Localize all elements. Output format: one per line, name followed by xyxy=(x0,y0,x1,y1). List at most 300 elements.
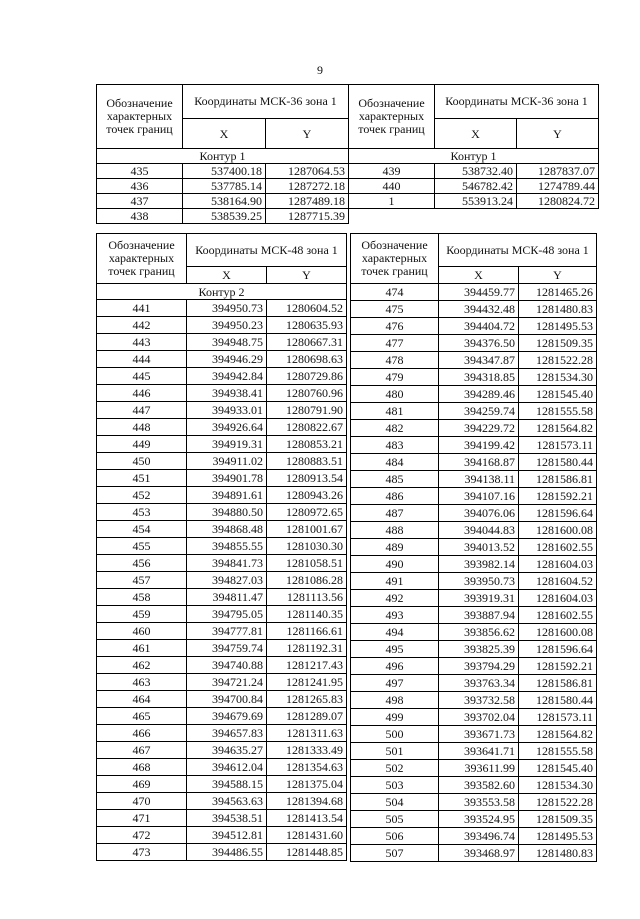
point-number-cell: 494 xyxy=(351,624,439,641)
x-coordinate-cell: 393702.04 xyxy=(439,709,519,726)
point-number-cell: 507 xyxy=(351,845,439,862)
point-number-cell: 444 xyxy=(97,351,187,368)
table-row xyxy=(97,640,347,657)
header-y: Y xyxy=(519,267,597,284)
header-x: X xyxy=(187,267,267,284)
y-coordinate-cell: 1281265.83 xyxy=(267,691,347,708)
point-number-cell: 452 xyxy=(97,487,187,504)
table-row xyxy=(97,691,347,708)
point-number-cell: 471 xyxy=(97,810,187,827)
point-number-cell: 463 xyxy=(97,674,187,691)
y-coordinate-cell: 1281394.68 xyxy=(267,793,347,810)
table-row xyxy=(97,209,349,224)
table-row xyxy=(97,725,347,742)
table-row xyxy=(97,538,347,555)
table-row xyxy=(351,539,597,556)
point-number-cell: 456 xyxy=(97,555,187,572)
x-coordinate-cell: 394044.83 xyxy=(439,522,519,539)
point-number-cell: 460 xyxy=(97,623,187,640)
point-number-cell: 506 xyxy=(351,828,439,845)
table-row xyxy=(351,556,597,573)
msk36-table-right xyxy=(348,84,599,209)
msk36-table-left xyxy=(96,84,349,224)
table-row xyxy=(351,471,597,488)
x-coordinate-cell: 394950.73 xyxy=(187,300,267,317)
table-row xyxy=(349,164,599,179)
point-number-cell: 436 xyxy=(97,179,183,194)
y-coordinate-cell: 1274789.44 xyxy=(517,179,599,194)
point-number-cell: 500 xyxy=(351,726,439,743)
y-coordinate-cell: 1281534.30 xyxy=(519,777,597,794)
y-coordinate-cell: 1280698.63 xyxy=(267,351,347,368)
table-row xyxy=(351,386,597,403)
header-coordinates: Координаты МСК-48 зона 1 xyxy=(439,234,597,267)
table-row xyxy=(97,742,347,759)
x-coordinate-cell: 538164.90 xyxy=(183,194,266,209)
table-row xyxy=(351,352,597,369)
point-number-cell: 487 xyxy=(351,505,439,522)
point-number-cell: 457 xyxy=(97,572,187,589)
table-row xyxy=(97,555,347,572)
point-number-cell: 445 xyxy=(97,368,187,385)
y-coordinate-cell: 1281604.03 xyxy=(519,590,597,607)
y-coordinate-cell: 1281600.08 xyxy=(519,522,597,539)
table-row xyxy=(97,776,347,793)
x-coordinate-cell: 394588.15 xyxy=(187,776,267,793)
x-coordinate-cell: 394679.69 xyxy=(187,708,267,725)
x-coordinate-cell: 393582.60 xyxy=(439,777,519,794)
x-coordinate-cell: 393641.71 xyxy=(439,743,519,760)
x-coordinate-cell: 394138.11 xyxy=(439,471,519,488)
x-coordinate-cell: 394347.87 xyxy=(439,352,519,369)
point-number-cell: 454 xyxy=(97,521,187,538)
y-coordinate-cell: 1281573.11 xyxy=(519,437,597,454)
table-row xyxy=(97,300,347,317)
y-coordinate-cell: 1281596.64 xyxy=(519,505,597,522)
table-row xyxy=(351,845,597,862)
point-number-cell: 458 xyxy=(97,589,187,606)
y-coordinate-cell: 1281509.35 xyxy=(519,335,597,352)
x-coordinate-cell: 393524.95 xyxy=(439,811,519,828)
y-coordinate-cell: 1281509.35 xyxy=(519,811,597,828)
table-row xyxy=(97,589,347,606)
x-coordinate-cell: 394759.74 xyxy=(187,640,267,657)
x-coordinate-cell: 394404.72 xyxy=(439,318,519,335)
y-coordinate-cell: 1281058.51 xyxy=(267,555,347,572)
y-coordinate-cell: 1281522.28 xyxy=(519,352,597,369)
y-coordinate-cell: 1281333.49 xyxy=(267,742,347,759)
x-coordinate-cell: 393553.58 xyxy=(439,794,519,811)
point-number-cell: 466 xyxy=(97,725,187,742)
y-coordinate-cell: 1281413.54 xyxy=(267,810,347,827)
point-number-cell: 479 xyxy=(351,369,439,386)
y-coordinate-cell: 1281586.81 xyxy=(519,471,597,488)
table-row xyxy=(97,179,349,194)
table-row xyxy=(97,164,349,179)
x-coordinate-cell: 394919.31 xyxy=(187,436,267,453)
y-coordinate-cell: 1281580.44 xyxy=(519,692,597,709)
y-coordinate-cell: 1281592.21 xyxy=(519,658,597,675)
point-number-cell: 464 xyxy=(97,691,187,708)
y-coordinate-cell: 1281465.26 xyxy=(519,284,597,301)
table-row xyxy=(351,743,597,760)
point-number-cell: 490 xyxy=(351,556,439,573)
y-coordinate-cell: 1281573.11 xyxy=(519,709,597,726)
y-coordinate-cell: 1281545.40 xyxy=(519,386,597,403)
y-coordinate-cell: 1281604.03 xyxy=(519,556,597,573)
y-coordinate-cell: 1281217.43 xyxy=(267,657,347,674)
y-coordinate-cell: 1281602.55 xyxy=(519,539,597,556)
table-row xyxy=(351,522,597,539)
x-coordinate-cell: 394538.51 xyxy=(187,810,267,827)
table-row xyxy=(351,641,597,658)
x-coordinate-cell: 394199.42 xyxy=(439,437,519,454)
point-number-cell: 462 xyxy=(97,657,187,674)
point-number-cell: 448 xyxy=(97,419,187,436)
table-row xyxy=(97,793,347,810)
point-number-cell: 492 xyxy=(351,590,439,607)
x-coordinate-cell: 394168.87 xyxy=(439,454,519,471)
y-coordinate-cell: 1280667.31 xyxy=(267,334,347,351)
x-coordinate-cell: 394880.50 xyxy=(187,504,267,521)
x-coordinate-cell: 553913.24 xyxy=(435,194,517,209)
y-coordinate-cell: 1281354.63 xyxy=(267,759,347,776)
table-row xyxy=(351,369,597,386)
y-coordinate-cell: 1281166.61 xyxy=(267,623,347,640)
table-row xyxy=(351,675,597,692)
contour-label: Контур 2 xyxy=(97,284,347,300)
point-number-cell: 450 xyxy=(97,453,187,470)
table-row xyxy=(97,385,347,402)
table-row xyxy=(97,194,349,209)
y-coordinate-cell: 1281602.55 xyxy=(519,607,597,624)
x-coordinate-cell: 394376.50 xyxy=(439,335,519,352)
table-row xyxy=(351,794,597,811)
table-row xyxy=(351,420,597,437)
header-x: X xyxy=(439,267,519,284)
x-coordinate-cell: 393794.29 xyxy=(439,658,519,675)
x-coordinate-cell: 394740.88 xyxy=(187,657,267,674)
x-coordinate-cell: 393919.31 xyxy=(439,590,519,607)
x-coordinate-cell: 393763.34 xyxy=(439,675,519,692)
header-coordinates: Координаты МСК-36 зона 1 xyxy=(435,85,599,119)
point-number-cell: 446 xyxy=(97,385,187,402)
point-number-cell: 486 xyxy=(351,488,439,505)
x-coordinate-cell: 394076.06 xyxy=(439,505,519,522)
y-coordinate-cell: 1281495.53 xyxy=(519,318,597,335)
table-row xyxy=(351,658,597,675)
header-designation: Обозначение характерных точек границ xyxy=(97,85,183,149)
y-coordinate-cell: 1281113.56 xyxy=(267,589,347,606)
y-coordinate-cell: 1281448.85 xyxy=(267,844,347,861)
point-number-cell: 499 xyxy=(351,709,439,726)
x-coordinate-cell: 393982.14 xyxy=(439,556,519,573)
x-coordinate-cell: 394926.64 xyxy=(187,419,267,436)
x-coordinate-cell: 394612.04 xyxy=(187,759,267,776)
y-coordinate-cell: 1287837.07 xyxy=(517,164,599,179)
x-coordinate-cell: 393671.73 xyxy=(439,726,519,743)
table-row xyxy=(97,623,347,640)
x-coordinate-cell: 394259.74 xyxy=(439,403,519,420)
table-row xyxy=(97,521,347,538)
table-row xyxy=(351,573,597,590)
point-number-cell: 1 xyxy=(349,194,435,209)
table-row xyxy=(351,284,597,301)
table-row xyxy=(351,454,597,471)
table-row xyxy=(351,590,597,607)
point-number-cell: 441 xyxy=(97,300,187,317)
x-coordinate-cell: 538732.40 xyxy=(435,164,517,179)
y-coordinate-cell: 1281001.67 xyxy=(267,521,347,538)
x-coordinate-cell: 394229.72 xyxy=(439,420,519,437)
point-number-cell: 447 xyxy=(97,402,187,419)
y-coordinate-cell: 1280883.51 xyxy=(267,453,347,470)
x-coordinate-cell: 394891.61 xyxy=(187,487,267,504)
y-coordinate-cell: 1281534.30 xyxy=(519,369,597,386)
point-number-cell: 440 xyxy=(349,179,435,194)
point-number-cell: 497 xyxy=(351,675,439,692)
y-coordinate-cell: 1280791.90 xyxy=(267,402,347,419)
x-coordinate-cell: 546782.42 xyxy=(435,179,517,194)
x-coordinate-cell: 394948.75 xyxy=(187,334,267,351)
x-coordinate-cell: 394901.78 xyxy=(187,470,267,487)
point-number-cell: 496 xyxy=(351,658,439,675)
contour-label: Контур 1 xyxy=(349,149,599,164)
header-y: Y xyxy=(517,119,599,149)
point-number-cell: 455 xyxy=(97,538,187,555)
y-coordinate-cell: 1281495.53 xyxy=(519,828,597,845)
x-coordinate-cell: 393887.94 xyxy=(439,607,519,624)
point-number-cell: 469 xyxy=(97,776,187,793)
x-coordinate-cell: 394827.03 xyxy=(187,572,267,589)
x-coordinate-cell: 394795.05 xyxy=(187,606,267,623)
header-designation: Обозначение характерных точек границ xyxy=(97,234,187,284)
table-row xyxy=(97,657,347,674)
point-number-cell: 482 xyxy=(351,420,439,437)
table-row xyxy=(349,179,599,194)
header-coordinates: Координаты МСК-48 зона 1 xyxy=(187,234,347,267)
y-coordinate-cell: 1281596.64 xyxy=(519,641,597,658)
y-coordinate-cell: 1281140.35 xyxy=(267,606,347,623)
x-coordinate-cell: 394855.55 xyxy=(187,538,267,555)
y-coordinate-cell: 1281480.83 xyxy=(519,845,597,862)
table-row xyxy=(97,351,347,368)
x-coordinate-cell: 394946.29 xyxy=(187,351,267,368)
y-coordinate-cell: 1281592.21 xyxy=(519,488,597,505)
x-coordinate-cell: 538539.25 xyxy=(183,209,266,224)
point-number-cell: 505 xyxy=(351,811,439,828)
point-number-cell: 481 xyxy=(351,403,439,420)
point-number-cell: 475 xyxy=(351,301,439,318)
table-row xyxy=(351,760,597,777)
page-number: 9 xyxy=(317,63,323,77)
x-coordinate-cell: 394512.81 xyxy=(187,827,267,844)
point-number-cell: 495 xyxy=(351,641,439,658)
point-number-cell: 478 xyxy=(351,352,439,369)
y-coordinate-cell: 1287715.39 xyxy=(266,209,349,224)
point-number-cell: 504 xyxy=(351,794,439,811)
x-coordinate-cell: 393825.39 xyxy=(439,641,519,658)
point-number-cell: 465 xyxy=(97,708,187,725)
table-row xyxy=(97,419,347,436)
point-number-cell: 453 xyxy=(97,504,187,521)
table-row xyxy=(97,674,347,691)
table-row xyxy=(97,810,347,827)
point-number-cell: 501 xyxy=(351,743,439,760)
table-row xyxy=(351,777,597,794)
x-coordinate-cell: 393732.58 xyxy=(439,692,519,709)
table-row xyxy=(351,726,597,743)
table-row xyxy=(351,318,597,335)
table-row xyxy=(351,505,597,522)
table-row xyxy=(97,708,347,725)
x-coordinate-cell: 394013.52 xyxy=(439,539,519,556)
y-coordinate-cell: 1280635.93 xyxy=(267,317,347,334)
y-coordinate-cell: 1280822.67 xyxy=(267,419,347,436)
point-number-cell: 442 xyxy=(97,317,187,334)
x-coordinate-cell: 394938.41 xyxy=(187,385,267,402)
y-coordinate-cell: 1281586.81 xyxy=(519,675,597,692)
header-y: Y xyxy=(267,267,347,284)
point-number-cell: 489 xyxy=(351,539,439,556)
x-coordinate-cell: 394289.46 xyxy=(439,386,519,403)
y-coordinate-cell: 1281241.95 xyxy=(267,674,347,691)
y-coordinate-cell: 1281555.58 xyxy=(519,743,597,760)
x-coordinate-cell: 537785.14 xyxy=(183,179,266,194)
x-coordinate-cell: 393856.62 xyxy=(439,624,519,641)
x-coordinate-cell: 394657.83 xyxy=(187,725,267,742)
point-number-cell: 443 xyxy=(97,334,187,351)
point-number-cell: 438 xyxy=(97,209,183,224)
table-row xyxy=(97,470,347,487)
x-coordinate-cell: 393468.97 xyxy=(439,845,519,862)
point-number-cell: 473 xyxy=(97,844,187,861)
x-coordinate-cell: 394486.55 xyxy=(187,844,267,861)
table-row xyxy=(97,504,347,521)
contour-label: Контур 1 xyxy=(97,149,349,164)
x-coordinate-cell: 394942.84 xyxy=(187,368,267,385)
table-row xyxy=(351,709,597,726)
x-coordinate-cell: 394432.48 xyxy=(439,301,519,318)
x-coordinate-cell: 394721.24 xyxy=(187,674,267,691)
x-coordinate-cell: 394841.73 xyxy=(187,555,267,572)
point-number-cell: 488 xyxy=(351,522,439,539)
table-row xyxy=(351,811,597,828)
table-row xyxy=(97,572,347,589)
table-row xyxy=(351,335,597,352)
x-coordinate-cell: 537400.18 xyxy=(183,164,266,179)
y-coordinate-cell: 1281564.82 xyxy=(519,726,597,743)
point-number-cell: 485 xyxy=(351,471,439,488)
point-number-cell: 477 xyxy=(351,335,439,352)
y-coordinate-cell: 1280729.86 xyxy=(267,368,347,385)
header-designation: Обозначение характерных точек границ xyxy=(349,85,435,149)
y-coordinate-cell: 1281580.44 xyxy=(519,454,597,471)
table-row xyxy=(351,828,597,845)
y-coordinate-cell: 1281030.30 xyxy=(267,538,347,555)
y-coordinate-cell: 1287272.18 xyxy=(266,179,349,194)
point-number-cell: 491 xyxy=(351,573,439,590)
table-row xyxy=(97,402,347,419)
y-coordinate-cell: 1281311.63 xyxy=(267,725,347,742)
table-row xyxy=(97,453,347,470)
point-number-cell: 467 xyxy=(97,742,187,759)
y-coordinate-cell: 1281555.58 xyxy=(519,403,597,420)
header-x: X xyxy=(435,119,517,149)
point-number-cell: 459 xyxy=(97,606,187,623)
msk48-table-left xyxy=(96,233,347,861)
x-coordinate-cell: 394700.84 xyxy=(187,691,267,708)
y-coordinate-cell: 1280913.54 xyxy=(267,470,347,487)
table-row xyxy=(97,487,347,504)
x-coordinate-cell: 394950.23 xyxy=(187,317,267,334)
table-row xyxy=(97,759,347,776)
y-coordinate-cell: 1281545.40 xyxy=(519,760,597,777)
y-coordinate-cell: 1280853.21 xyxy=(267,436,347,453)
x-coordinate-cell: 394811.47 xyxy=(187,589,267,606)
point-number-cell: 437 xyxy=(97,194,183,209)
table-row xyxy=(351,607,597,624)
x-coordinate-cell: 393496.74 xyxy=(439,828,519,845)
table-row xyxy=(351,488,597,505)
table-row xyxy=(351,437,597,454)
point-number-cell: 502 xyxy=(351,760,439,777)
y-coordinate-cell: 1287064.53 xyxy=(266,164,349,179)
point-number-cell: 480 xyxy=(351,386,439,403)
point-number-cell: 476 xyxy=(351,318,439,335)
x-coordinate-cell: 394318.85 xyxy=(439,369,519,386)
y-coordinate-cell: 1280760.96 xyxy=(267,385,347,402)
y-coordinate-cell: 1281604.52 xyxy=(519,573,597,590)
x-coordinate-cell: 394459.77 xyxy=(439,284,519,301)
point-number-cell: 498 xyxy=(351,692,439,709)
y-coordinate-cell: 1280972.65 xyxy=(267,504,347,521)
y-coordinate-cell: 1281480.83 xyxy=(519,301,597,318)
point-number-cell: 451 xyxy=(97,470,187,487)
point-number-cell: 493 xyxy=(351,607,439,624)
table-row xyxy=(349,194,599,209)
table-row xyxy=(97,844,347,861)
y-coordinate-cell: 1281289.07 xyxy=(267,708,347,725)
x-coordinate-cell: 394868.48 xyxy=(187,521,267,538)
point-number-cell: 470 xyxy=(97,793,187,810)
y-coordinate-cell: 1281375.04 xyxy=(267,776,347,793)
table-row xyxy=(97,368,347,385)
point-number-cell: 449 xyxy=(97,436,187,453)
x-coordinate-cell: 394911.02 xyxy=(187,453,267,470)
point-number-cell: 503 xyxy=(351,777,439,794)
point-number-cell: 484 xyxy=(351,454,439,471)
table-row xyxy=(97,317,347,334)
table-row xyxy=(97,436,347,453)
y-coordinate-cell: 1280604.52 xyxy=(267,300,347,317)
msk48-table-right xyxy=(350,233,597,862)
x-coordinate-cell: 394107.16 xyxy=(439,488,519,505)
point-number-cell: 468 xyxy=(97,759,187,776)
table-row xyxy=(351,403,597,420)
x-coordinate-cell: 393950.73 xyxy=(439,573,519,590)
table-row xyxy=(351,624,597,641)
table-row xyxy=(97,827,347,844)
y-coordinate-cell: 1281600.08 xyxy=(519,624,597,641)
point-number-cell: 439 xyxy=(349,164,435,179)
table-row xyxy=(97,334,347,351)
y-coordinate-cell: 1281564.82 xyxy=(519,420,597,437)
x-coordinate-cell: 394563.63 xyxy=(187,793,267,810)
y-coordinate-cell: 1281522.28 xyxy=(519,794,597,811)
y-coordinate-cell: 1280824.72 xyxy=(517,194,599,209)
point-number-cell: 483 xyxy=(351,437,439,454)
